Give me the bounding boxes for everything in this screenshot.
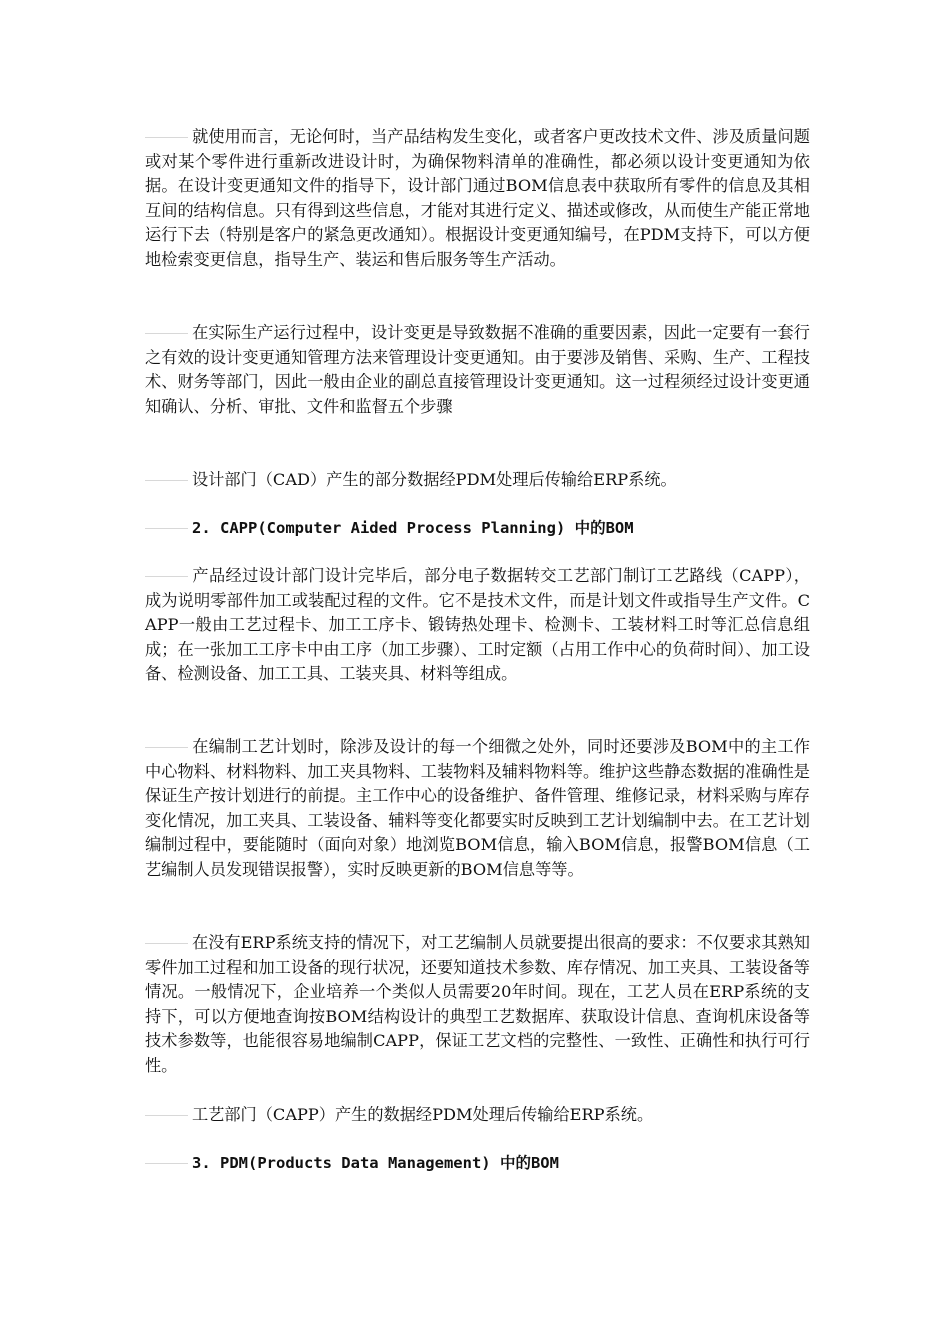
paragraph-capp-data-transfer: 工艺部门（CAPP）产生的数据经PDM处理后传输给ERP系统。 xyxy=(145,1103,810,1128)
indent-rule xyxy=(145,480,188,482)
indent-rule xyxy=(145,576,188,578)
paragraph-capp-description: 产品经过设计部门设计完毕后，部分电子数据转交工艺部门制订工艺路线（CAPP），成为说明零部件加工或装配过程的文件。它不是技术文件，而是计划文件或指导生产文件。CAPP一般由工艺过程卡、加工工序卡、锻铸热处理卡、检测卡、工装材料工时等汇总信息组成；在一张加工工序卡中由工序（加工步骤）、工时定额（占用工作中心的负荷时间）、加工设备、检测设备、加工工具、工装夹具、材料等组成。 xyxy=(145,566,810,684)
indent-rule xyxy=(145,333,188,335)
indent-rule xyxy=(145,1163,188,1165)
heading-capp-bom: 2. CAPP(Computer Aided Process Planning) 中的BOM xyxy=(145,516,810,541)
indent-rule xyxy=(145,137,188,139)
indent-rule xyxy=(145,528,188,530)
indent-rule xyxy=(145,943,188,945)
paragraph-design-change-management: 在实际生产运行过程中，设计变更是导致数据不准确的重要因素，因此一定要有一套行之有效的设计变更通知管理方法来管理设计变更通知。由于要涉及销售、采购、生产、工程技术、财务等部门，因此一般由企业的副总直接管理设计变更通知。这一过程须经过设计变更通知确认、分析、审批、文件和监督五个步骤 xyxy=(145,323,810,416)
paragraph-design-change-usage: 就使用而言，无论何时，当产品结构发生变化，或者客户更改技术文件、涉及质量问题或对某个零件进行重新改进设计时，为确保物料清单的准确性，都必须以设计变更通知为依据。在设计变更通知文件的指导下，设计部门通过BOM信息表中获取所有零件的信息及其相互间的结构信息。只有得到这些信息，才能对其进行定义、描述或修改，从而使生产能正常地运行下去（特别是客户的紧急更改通知）。根据设计变更通知编号，在PDM支持下，可以方便地检索变更信息，指导生产、装运和售后服务等生产活动。 xyxy=(145,127,810,269)
indent-rule xyxy=(145,747,188,749)
paragraph-without-erp: 在没有ERP系统支持的情况下，对工艺编制人员就要提出很高的要求：不仅要求其熟知零件加工过程和加工设备的现行状况，还要知道技术参数、库存情况、加工夹具、工装设备等情况。一般情况下，企业培养一个类似人员需要20年时间。现在，工艺人员在ERP系统的支持下，可以方便地查询按BOM结构设计的典型工艺数据库、获取设计信息、查询机床设备等技术参数等，也能很容易地编制CAPP，保证工艺文档的完整性、一致性、正确性和执行可行性。 xyxy=(145,933,810,1075)
heading-pdm-bom: 3. PDM(Products Data Management) 中的BOM xyxy=(145,1151,810,1176)
paragraph-cad-data-transfer: 设计部门（CAD）产生的部分数据经PDM处理后传输给ERP系统。 xyxy=(145,468,810,493)
indent-rule xyxy=(145,1115,188,1117)
paragraph-process-planning: 在编制工艺计划时，除涉及设计的每一个细微之处外，同时还要涉及BOM中的主工作中心物料、材料物料、加工夹具物料、工装物料及辅料物料等。维护这些静态数据的准确性是保证生产按计划进行的前提。主工作中心的设备维护、备件管理、维修记录，材料采购与库存变化情况，加工夹具、工装设备、辅料等变化都要实时反映到工艺计划编制中去。在工艺计划编制过程中，要能随时（面向对象）地浏览BOM信息，输入BOM信息，报警BOM信息（工艺编制人员发现错误报警），实时反映更新的BOM信息等等。 xyxy=(145,737,810,879)
